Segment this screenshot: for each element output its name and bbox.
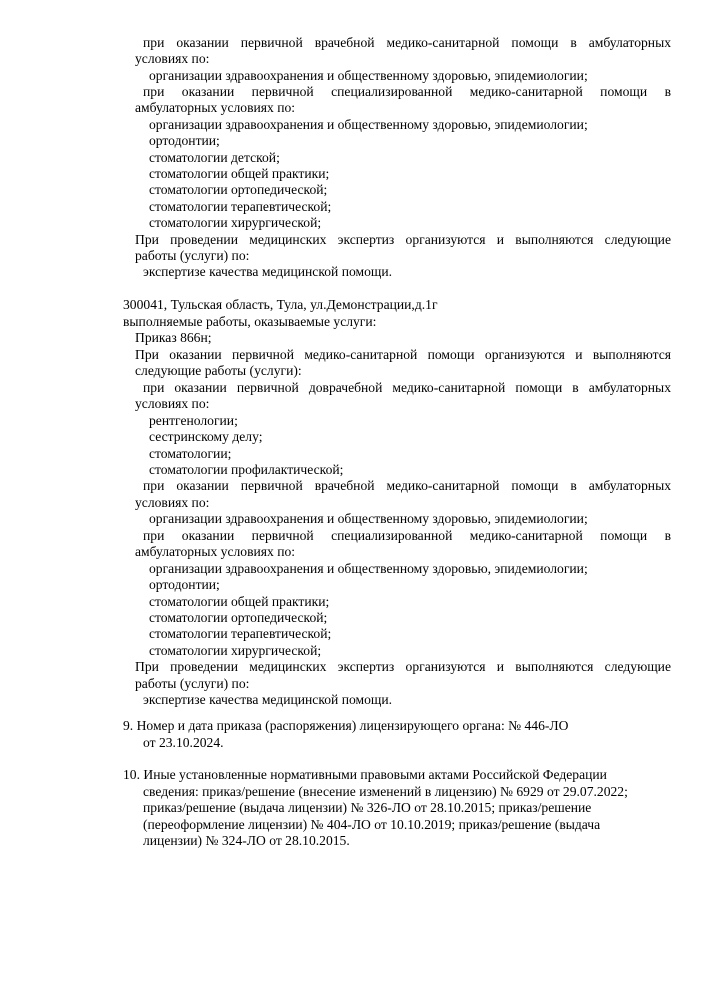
list-item: стоматологии хирургической; [149,643,322,658]
text-line: работы (услуги) по: [135,676,250,691]
text-line: условиях по: [135,51,210,66]
text-line: 9. Номер и дата приказа (распоряжения) лицензирующего органа: № 446-ЛО [123,718,569,733]
text-line: (переоформление лицензии) № 404-ЛО от 10.10.2019; приказ/решение (выдача [143,817,601,832]
text-line: При оказании первичной медико-санитарной помощи организуются и выполняются [135,347,671,362]
list-item: сестринскому делу; [149,429,263,444]
text-line: условиях по: [135,396,210,411]
text-line: лицензии) № 324-ЛО от 28.10.2015. [143,833,350,848]
text-line: Приказ 866н; [135,330,212,345]
list-item: стоматологии; [149,446,232,461]
text-line: работы (услуги) по: [135,248,250,263]
list-item: стоматологии общей практики; [149,594,330,609]
text-line: При проведении медицинских экспертиз организуются и выполняются следующие [135,659,671,674]
list-item: ортодонтии; [149,577,220,592]
text-line: условиях по: [135,495,210,510]
list-item: стоматологии ортопедической; [149,182,328,197]
text-line: амбулаторных условиях по: [135,544,296,559]
list-item: ортодонтии; [149,133,220,148]
list-item: стоматологии детской; [149,150,280,165]
list-item: стоматологии общей практики; [149,166,330,181]
text-line: при оказании первичной врачебной медико-санитарной помощи в амбулаторных [143,478,671,493]
text-line: выполняемые работы, оказываемые услуги: [123,314,377,329]
text-line: от 23.10.2024. [143,735,224,750]
text-line: приказ/решение (выдача лицензии) № 326-ЛО от 28.10.2015; приказ/решение [143,800,592,815]
address-line: 300041, Тульская область, Тула, ул.Демонстрации,д.1г [123,297,438,312]
text-line: при оказании первичной доврачебной медико-санитарной помощи в амбулаторных [143,380,671,395]
list-item: стоматологии ортопедической; [149,610,328,625]
list-item: стоматологии терапевтической; [149,626,332,641]
text-line: При проведении медицинских экспертиз организуются и выполняются следующие [135,232,671,247]
list-item: организации здравоохранения и общественному здоровью, эпидемиологии; [149,561,588,576]
list-item: экспертизе качества медицинской помощи. [143,692,393,707]
text-line: 10. Иные установленные нормативными правовыми актами Российской Федерации [123,767,607,782]
list-item: стоматологии терапевтической; [149,199,332,214]
list-item: организации здравоохранения и общественному здоровью, эпидемиологии; [149,511,588,526]
list-item: рентгенологии; [149,413,238,428]
text-line: при оказании первичной специализированной медико-санитарной помощи в [143,84,671,99]
list-item: стоматологии хирургической; [149,215,322,230]
list-item: организации здравоохранения и общественному здоровью, эпидемиологии; [149,68,588,83]
text-line: при оказании первичной специализированной медико-санитарной помощи в [143,528,671,543]
list-item: экспертизе качества медицинской помощи. [143,264,393,279]
list-item: организации здравоохранения и общественному здоровью, эпидемиологии; [149,117,588,132]
text-line: сведения: приказ/решение (внесение изменений в лицензию) № 6929 от 29.07.2022; [143,784,628,799]
list-item: стоматологии профилактической; [149,462,344,477]
text-line: при оказании первичной врачебной медико-санитарной помощи в амбулаторных [143,35,671,50]
text-line: амбулаторных условиях по: [135,100,296,115]
text-line: следующие работы (услуги): [135,363,302,378]
